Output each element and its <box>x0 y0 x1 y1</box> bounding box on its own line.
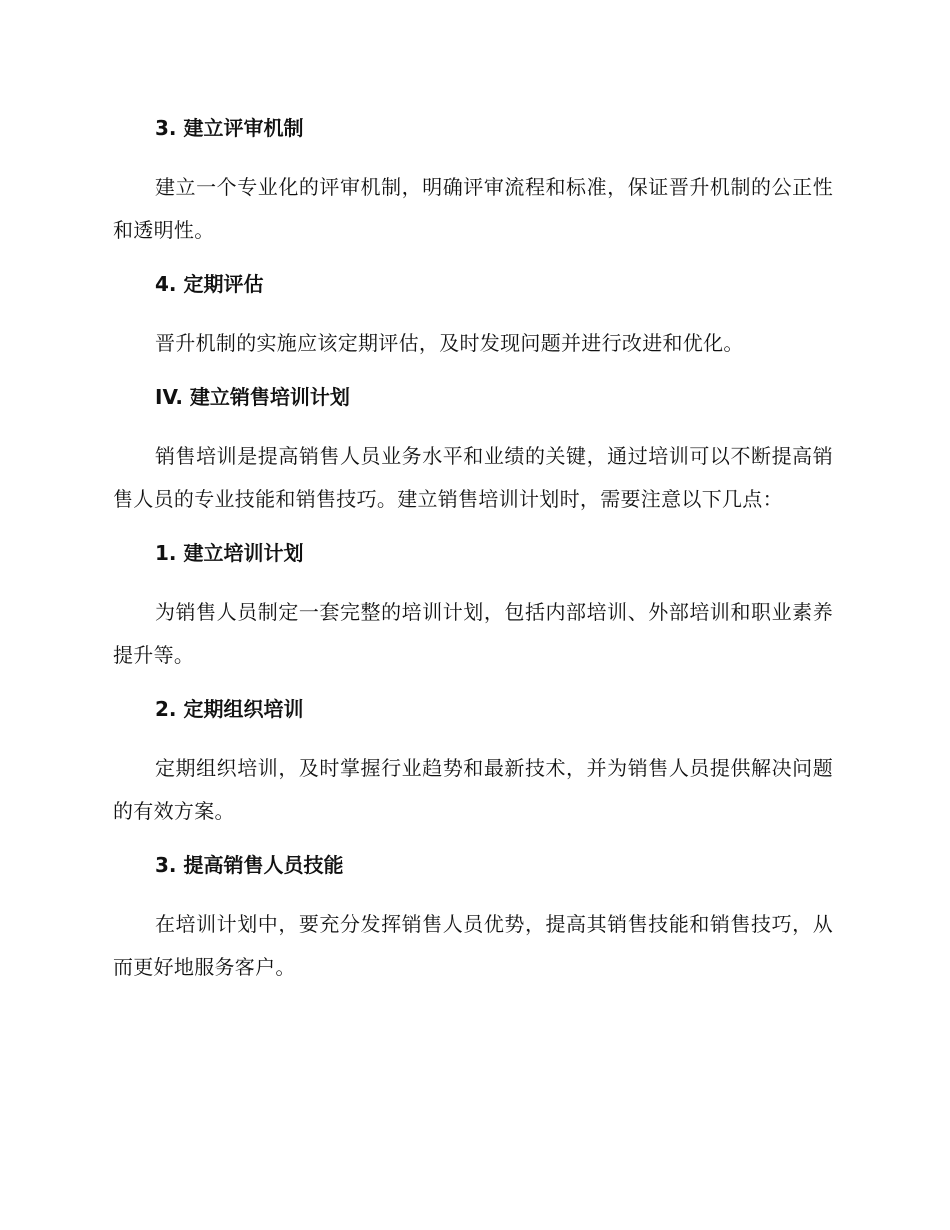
section-paragraph: 晋升机制的实施应该定期评估，及时发现问题并进行改进和优化。 <box>155 331 744 355</box>
section-heading: IV. 建立销售培训计划 <box>155 385 350 409</box>
section-paragraph: 销售培训是提高销售人员业务水平和业绩的关键，通过培训可以不断提高销售人员的专业技能和销售技巧。建立销售培训计划时，需要注意以下几点： <box>113 444 833 511</box>
section-heading: 2. 定期组织培训 <box>155 697 304 721</box>
section-heading: 3. 提高销售人员技能 <box>155 853 344 877</box>
section-paragraph: 定期组织培训，及时掌握行业趋势和最新技术，并为销售人员提供解决问题的有效方案。 <box>113 756 833 823</box>
section-heading: 1. 建立培训计划 <box>155 541 304 565</box>
document-body <box>113 112 833 1005</box>
section-paragraph: 建立一个专业化的评审机制，明确评审流程和标准，保证晋升机制的公正性和透明性。 <box>113 175 833 242</box>
section-paragraph: 为销售人员制定一套完整的培训计划，包括内部培训、外部培训和职业素养提升等。 <box>113 600 833 667</box>
section-paragraph: 在培训计划中，要充分发挥销售人员优势，提高其销售技能和销售技巧，从而更好地服务客户。 <box>113 912 833 979</box>
section-heading: 3. 建立评审机制 <box>155 116 304 140</box>
section-heading: 4. 定期评估 <box>155 272 264 296</box>
